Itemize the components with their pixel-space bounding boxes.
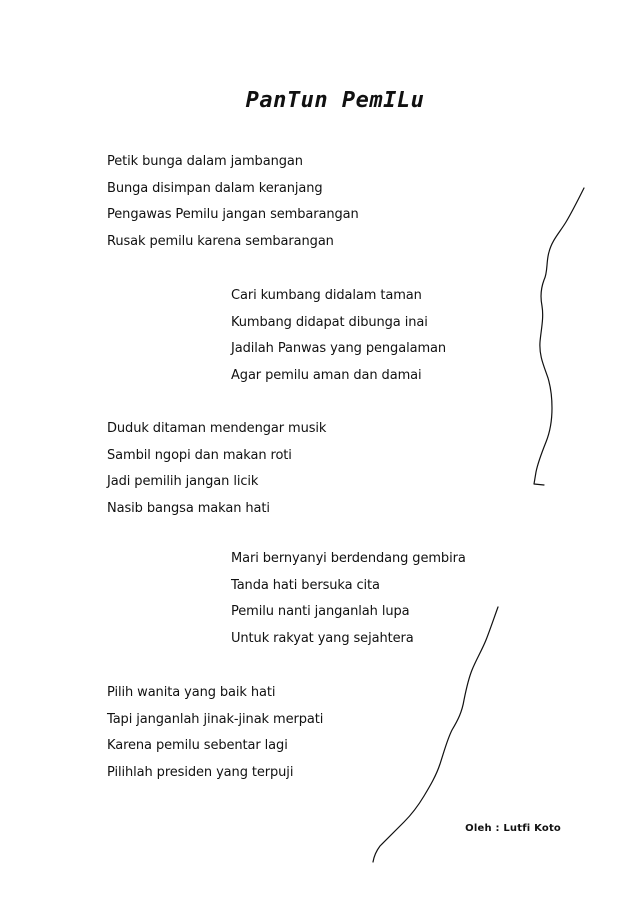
poem-line: Petik bunga dalam jambangan (107, 154, 303, 169)
stanza-1 (107, 149, 359, 255)
poem-line: Pilihlah presiden yang terpuji (107, 764, 294, 780)
stanza-2 (231, 283, 446, 389)
poem-line: Tapi janganlah jinak-jinak merpati (107, 711, 324, 727)
poem-line: Jadi pemilih jangan licik (107, 474, 259, 489)
poem-line: Cari kumbang didalam taman (231, 288, 422, 303)
poem-line: Bunga disimpan dalam keranjang (107, 180, 323, 196)
poem-line: Karena pemilu sebentar lagi (107, 738, 288, 753)
stanza-4 (231, 546, 466, 652)
poem-line: Sambil ngopi dan makan roti (107, 447, 292, 463)
stanza-5 (107, 680, 323, 786)
author-credit: Oleh : Lutfi Koto (465, 823, 561, 834)
poem-line: Agar pemilu aman dan damai (231, 367, 422, 383)
poem-line: Mari bernyanyi berdendang gembira (231, 551, 466, 566)
hand-drawn-line-upper (534, 188, 584, 485)
poem-line: Rusak pemilu karena sembarangan (107, 233, 334, 249)
poem-line: Pilih wanita yang baik hati (107, 685, 276, 700)
poem-line: Tanda hati bersuka cita (231, 577, 380, 593)
poem-line: Pengawas Pemilu jangan sembarangan (107, 207, 359, 222)
poem-line: Jadilah Panwas yang pengalaman (231, 341, 447, 356)
poem-line: Duduk ditaman mendengar musik (107, 421, 327, 436)
poem-line: Untuk rakyat yang sejahtera (231, 630, 414, 646)
poem-line: Nasib bangsa makan hati (107, 500, 270, 516)
stanza-3 (107, 416, 326, 522)
poem-line: Pemilu nanti janganlah lupa (231, 604, 410, 619)
poem-title: PanTun PemILu (245, 88, 425, 113)
poem-line: Kumbang didapat dibunga inai (231, 314, 428, 330)
